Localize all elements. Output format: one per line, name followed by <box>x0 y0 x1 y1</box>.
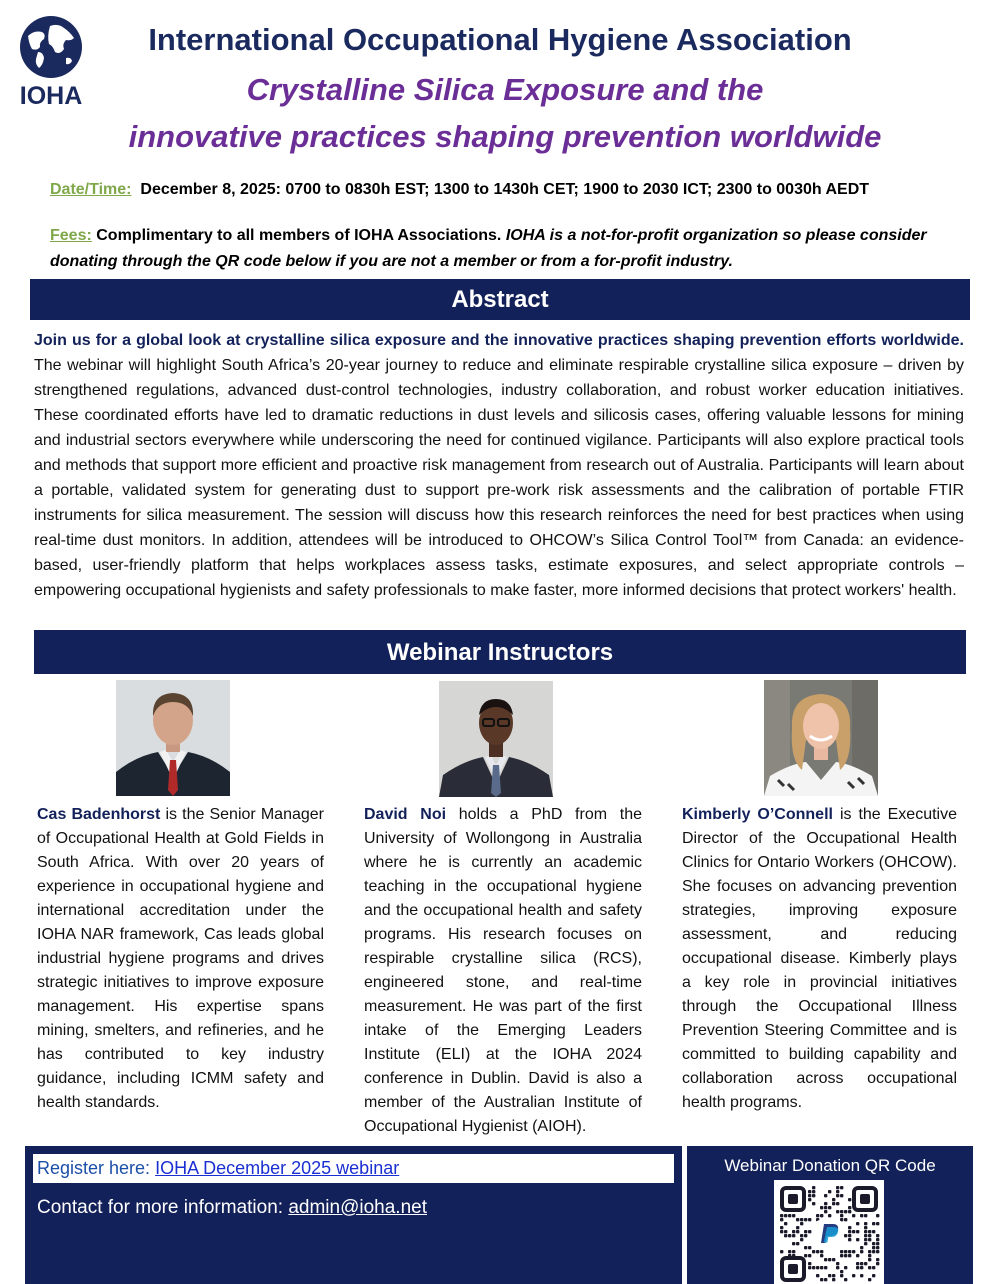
qr-module <box>808 1246 811 1249</box>
qr-module <box>876 1238 879 1241</box>
qr-module <box>844 1218 847 1221</box>
qr-module <box>864 1238 867 1241</box>
qr-module <box>848 1234 851 1237</box>
qr-module <box>844 1266 847 1269</box>
qr-module <box>804 1246 807 1249</box>
qr-module <box>868 1278 871 1281</box>
qr-module <box>804 1254 807 1257</box>
webinar-title-line-2: innovative practices shaping prevention worldwide <box>128 119 882 154</box>
qr-module <box>820 1206 823 1209</box>
qr-module <box>792 1234 795 1237</box>
instructor-photo-kimberly-oconnell <box>764 680 878 796</box>
qr-module <box>836 1194 839 1197</box>
qr-module <box>864 1214 867 1217</box>
qr-module <box>876 1234 879 1237</box>
qr-module <box>780 1250 783 1253</box>
qr-module <box>800 1222 803 1225</box>
qr-module <box>872 1230 875 1233</box>
qr-module <box>812 1190 815 1193</box>
qr-module <box>860 1214 863 1217</box>
qr-module <box>856 1254 859 1257</box>
qr-module <box>836 1262 839 1265</box>
qr-module <box>864 1226 867 1229</box>
abstract-text <box>34 328 964 603</box>
qr-module <box>848 1198 851 1201</box>
instructor-bio-text: is the Senior Manager of Occupational Health at Gold Fields in South Africa. With over 20 years of experience in occupational hygiene and international accreditation under the IOHA NAR framework, Cas leads global industrial hygiene programs and drives strategic initiatives to improve exposure management. His expertise spans mining, smelters, and refineries, and he has contributed to key industry guidance, including ICMM safety and health standards. <box>37 806 324 1111</box>
qr-module <box>856 1230 859 1233</box>
donation-qr-code[interactable] <box>774 1180 884 1284</box>
qr-module <box>820 1250 823 1253</box>
qr-module <box>872 1250 875 1253</box>
qr-module <box>848 1226 851 1229</box>
qr-module <box>808 1218 811 1221</box>
qr-module <box>832 1274 835 1277</box>
qr-module <box>844 1254 847 1257</box>
qr-module <box>824 1210 827 1213</box>
qr-module <box>780 1218 783 1221</box>
instructor-bio-david-noi <box>364 803 642 1139</box>
qr-module <box>872 1222 875 1225</box>
qr-module <box>860 1246 863 1249</box>
qr-module <box>788 1234 791 1237</box>
qr-module <box>808 1198 811 1201</box>
qr-module <box>832 1278 835 1281</box>
qr-module <box>848 1254 851 1257</box>
qr-module <box>828 1190 831 1193</box>
qr-module <box>840 1250 843 1253</box>
qr-module <box>872 1266 875 1269</box>
instructors-heading: Webinar Instructors <box>34 630 966 674</box>
qr-module <box>820 1266 823 1269</box>
qr-module <box>812 1186 815 1189</box>
qr-module <box>848 1206 851 1209</box>
qr-module <box>828 1206 831 1209</box>
qr-module <box>816 1266 819 1269</box>
qr-module <box>864 1234 867 1237</box>
webinar-title-line-1: Crystalline Silica Exposure and the <box>246 72 764 107</box>
qr-module <box>840 1274 843 1277</box>
qr-module <box>860 1250 863 1253</box>
qr-module <box>836 1190 839 1193</box>
qr-module <box>856 1262 859 1265</box>
qr-module <box>868 1238 871 1241</box>
qr-module <box>840 1210 843 1213</box>
paypal-icon <box>816 1220 842 1246</box>
qr-module <box>792 1214 795 1217</box>
qr-module <box>876 1214 879 1217</box>
qr-module <box>856 1238 859 1241</box>
qr-module <box>804 1234 807 1237</box>
qr-module <box>876 1258 879 1261</box>
fees-label: Fees: <box>50 227 92 244</box>
qr-module <box>828 1274 831 1277</box>
qr-module <box>876 1222 879 1225</box>
instructor-name: David Noi <box>364 806 447 823</box>
qr-module <box>792 1242 795 1245</box>
qr-module <box>868 1250 871 1253</box>
qr-module <box>804 1218 807 1221</box>
qr-module <box>808 1230 811 1233</box>
qr-module <box>844 1210 847 1213</box>
qr-module <box>824 1258 827 1261</box>
qr-module <box>852 1214 855 1217</box>
qr-module <box>796 1242 799 1245</box>
qr-module <box>860 1274 863 1277</box>
qr-module <box>824 1202 827 1205</box>
fees-note: IOHA is a not-for-profit organization so please consider donating through the QR code below if you are not a member or from a for-profit industry. <box>50 227 927 270</box>
qr-module <box>844 1234 847 1237</box>
abstract-heading: Abstract <box>30 279 970 320</box>
fees-value: Complimentary to all members of IOHA Associations. <box>96 227 502 244</box>
abstract-body: The webinar will highlight South Africa’s 20-year journey to reduce and eliminate respirable crystalline silica exposure – driven by strengthened regulations, advanced dust-control technologies, industry collaboration, and robust worker education initiatives. These coordinated efforts have led to dramatic reductions in dust levels and silicosis cases, offering valuable lessons for mining and industrial sectors everywhere while underscoring the need for continued vigilance. Participants will also explore practical tools and methods that support more efficient and proactive risk management from research out of Australia. Participants will learn about a portable, validated system for generating dust to support pre-work risk assessments and the calibration of portable FTIR instruments for silica measurement. The session will discuss how this research reinforces the need for best practices when using real-time dust monitors. In addition, attendees will be introduced to OHCOW’s Silica Control Tool™ from Canada: an evidence-based, user-friendly platform that helps workplaces assess tasks, estimate exposures, and select appropriate controls – empowering occupational hygienists and safety professionals to make faster, more informed decisions that protect workers' health. <box>34 357 964 599</box>
instructor-photo-cas-badenhorst <box>116 680 230 796</box>
qr-module <box>836 1202 839 1205</box>
qr-module <box>864 1230 867 1233</box>
qr-module <box>844 1278 847 1281</box>
qr-module <box>808 1194 811 1197</box>
instructor-bio-text: holds a PhD from the University of Wollongong in Australia where he is currently an academic teaching in the occupational hygiene and the occupational health and safety programs. His research focuses on respirable crystalline silica (RCS), engineered stone, and real-time measurement. He was part of the first intake of the Emerging Leaders Institute (ELI) at the IOHA 2024 conference in Dublin. David is also a member of the Australian Institute of Occupational Hygienist (AIOH). <box>364 806 642 1135</box>
qr-module <box>868 1258 871 1261</box>
qr-module <box>792 1230 795 1233</box>
instructor-bio-text: is the Executive Director of the Occupational Health Clinics for Ontario Workers (OHCOW). She focuses on advancing prevention strategies, improving exposure assessment, and reducing occupational disease. Kimberly plays a key role in provincial initiatives through the Occupational Illness Prevention Steering Committee and is committed to building capability and collaboration across occupational health programs. <box>682 806 957 1111</box>
date-label: Date/Time: <box>50 181 132 198</box>
register-link[interactable]: IOHA December 2025 webinar <box>155 1158 400 1178</box>
qr-module <box>832 1198 835 1201</box>
instructor-bio-cas-badenhorst <box>37 803 324 1115</box>
qr-module <box>812 1194 815 1197</box>
instructor-name: Cas Badenhorst <box>37 806 161 823</box>
qr-module <box>800 1218 803 1221</box>
qr-module <box>840 1194 843 1197</box>
qr-module <box>832 1258 835 1261</box>
qr-module <box>872 1246 875 1249</box>
qr-module <box>868 1266 871 1269</box>
qr-module <box>788 1214 791 1217</box>
qr-module <box>868 1230 871 1233</box>
qr-module <box>840 1254 843 1257</box>
qr-module <box>876 1250 879 1253</box>
qr-module <box>800 1238 803 1241</box>
register-label: Register here: <box>37 1158 151 1178</box>
date-value: December 8, 2025: 0700 to 0830h EST; 1300 to 1430h CET; 1900 to 2030 ICT; 2300 to 0030h AEDT <box>140 181 870 198</box>
qr-module <box>808 1262 811 1265</box>
qr-module <box>864 1262 867 1265</box>
qr-module <box>848 1250 851 1253</box>
qr-module <box>820 1278 823 1281</box>
qr-module <box>780 1230 783 1233</box>
qr-module <box>824 1278 827 1281</box>
qr-module <box>824 1206 827 1209</box>
qr-module <box>796 1230 799 1233</box>
qr-module <box>876 1262 879 1265</box>
qr-module <box>864 1242 867 1245</box>
instructor-bio-kimberly-oconnell <box>682 803 957 1115</box>
qr-module <box>844 1250 847 1253</box>
qr-module <box>784 1230 787 1233</box>
qr-module <box>812 1202 815 1205</box>
qr-module <box>808 1190 811 1193</box>
register-line <box>33 1154 674 1183</box>
qr-module <box>860 1266 863 1269</box>
fees-line <box>50 223 950 275</box>
qr-module <box>848 1210 851 1213</box>
qr-module <box>816 1250 819 1253</box>
qr-module <box>828 1258 831 1261</box>
qr-module <box>824 1194 827 1197</box>
qr-module <box>780 1226 783 1229</box>
qr-module <box>812 1266 815 1269</box>
date-time-line <box>50 181 869 199</box>
qr-module <box>816 1274 819 1277</box>
qr-module <box>872 1242 875 1245</box>
instructor-photo-david-noi <box>439 681 553 797</box>
qr-module <box>872 1274 875 1277</box>
qr-module <box>796 1218 799 1221</box>
qr-module <box>808 1266 811 1269</box>
qr-module <box>820 1254 823 1257</box>
qr-module <box>868 1234 871 1237</box>
qr-module <box>852 1274 855 1277</box>
qr-code-title: Webinar Donation QR Code <box>724 1156 936 1175</box>
qr-module <box>800 1234 803 1237</box>
qr-module <box>848 1230 851 1233</box>
instructor-name: Kimberly O’Connell <box>682 806 833 823</box>
qr-module <box>816 1214 819 1217</box>
qr-module <box>804 1230 807 1233</box>
logo-text: IOHA <box>19 82 83 110</box>
qr-module <box>828 1214 831 1217</box>
contact-line <box>37 1197 427 1219</box>
qr-module <box>836 1210 839 1213</box>
qr-module <box>796 1226 799 1229</box>
abstract-lead: Join us for a global look at crystalline silica exposure and the innovative practices shaping prevention efforts worldwide. <box>34 332 964 349</box>
qr-module <box>876 1246 879 1249</box>
qr-module <box>808 1254 811 1257</box>
qr-module <box>876 1242 879 1245</box>
qr-module <box>784 1214 787 1217</box>
qr-module <box>840 1214 843 1217</box>
qr-module <box>840 1270 843 1273</box>
qr-module <box>840 1186 843 1189</box>
qr-module <box>784 1234 787 1237</box>
qr-module <box>784 1222 787 1225</box>
contact-label: Contact for more information: <box>37 1197 284 1218</box>
globe-icon <box>14 14 88 80</box>
qr-module <box>780 1214 783 1217</box>
qr-module <box>788 1250 791 1253</box>
qr-module <box>812 1250 815 1253</box>
qr-module <box>848 1238 851 1241</box>
qr-module <box>856 1266 859 1269</box>
qr-module <box>868 1254 871 1257</box>
qr-module <box>836 1186 839 1189</box>
qr-module <box>792 1250 795 1253</box>
qr-module <box>864 1222 867 1225</box>
qr-module <box>836 1266 839 1269</box>
qr-module <box>856 1222 859 1225</box>
qr-module <box>824 1266 827 1269</box>
qr-module <box>860 1262 863 1265</box>
qr-module <box>820 1214 823 1217</box>
qr-module <box>852 1230 855 1233</box>
qr-module <box>852 1250 855 1253</box>
organization-title: International Occupational Hygiene Association <box>148 22 852 57</box>
contact-email-link[interactable]: admin@ioha.net <box>288 1197 427 1218</box>
qr-module <box>832 1202 835 1205</box>
